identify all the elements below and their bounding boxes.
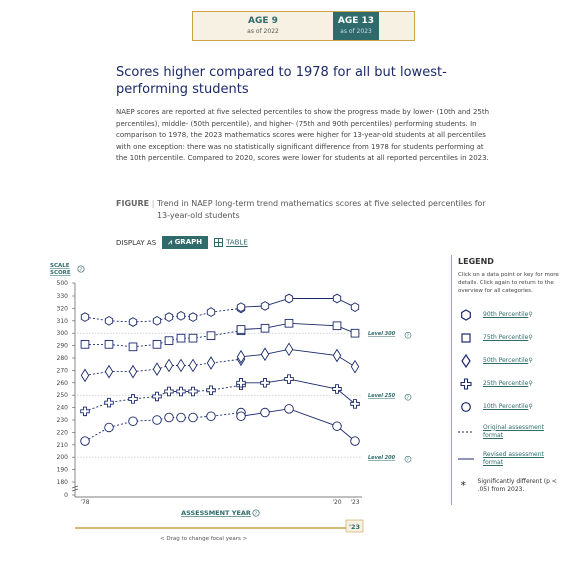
legend-label-75th: 75th Percentile [483, 333, 529, 341]
x-tick-label: '20 [332, 499, 342, 506]
help-icon-glyph: ? [406, 395, 409, 400]
y-axis-label: SCORE [50, 270, 71, 276]
graph-button-label: GRAPH [174, 238, 203, 246]
data-point-10th[interactable] [165, 413, 174, 422]
data-point-75th[interactable] [207, 332, 215, 340]
data-point-90th[interactable] [351, 303, 358, 312]
data-point-75th[interactable] [177, 334, 185, 342]
data-point-75th[interactable] [81, 340, 89, 348]
asterisk-icon: * [460, 479, 467, 492]
legend-label-significance: Significantly different (p < .05) from 2023. [477, 477, 557, 493]
y-tick-label: 500 [56, 280, 68, 287]
reference-line-label: Level 200 [368, 455, 396, 462]
summary-paragraph: NAEP scores are reported at five selected percentiles to show the progress made by lower- (10th and 25th percentiles), middle- (50th percentile), and higher- (75th and 90th percentiles) performing students. In comparison to 1978, the 2023 mathematics scores were higher for 13-year-old students at all percentiles with one exception: there was no statistically significant difference from 1978 for students performing at the 10th percentile. Compared to 2020, scores were lower for students at all reported percentiles in 2023. [116, 108, 490, 163]
data-point-75th[interactable] [261, 324, 269, 332]
data-point-75th[interactable] [351, 329, 359, 337]
y-tick-label: 240 [56, 404, 68, 412]
data-point-25th[interactable] [207, 386, 216, 395]
legend-item-revised[interactable] [458, 445, 562, 472]
data-point-90th[interactable] [261, 302, 268, 311]
page-heading: Scores higher compared to 1978 for all but lowest-performing students [116, 65, 447, 97]
legend-item-10th[interactable] [458, 395, 562, 418]
dashed-line-icon [458, 425, 474, 439]
diamond-icon [458, 354, 474, 368]
y-tick-label: 320 [56, 305, 68, 313]
tab-age-13-label: AGE 13 [337, 16, 375, 26]
data-point-10th[interactable] [333, 422, 342, 431]
data-point-50th[interactable] [207, 357, 214, 369]
legend-label-50th: 50th Percentile [483, 356, 529, 364]
data-point-75th[interactable] [153, 340, 161, 348]
legend [451, 255, 562, 505]
data-point-10th[interactable] [207, 412, 216, 421]
data-point-10th[interactable] [189, 413, 198, 422]
legend-item-50th[interactable] [458, 349, 562, 372]
drag-hint: < Drag to change focal years > [160, 536, 248, 542]
legend-label-90th: 90th Percentile [483, 310, 529, 318]
data-point-50th[interactable] [177, 359, 184, 371]
data-point-10th[interactable] [81, 437, 90, 446]
year-slider-label: '23 [348, 523, 361, 531]
data-point-25th[interactable] [261, 379, 270, 388]
legend-description: Click on a data point or key for more details. Click again to return to the overview for all categories. [458, 272, 559, 294]
y-tick-label: 290 [56, 342, 68, 350]
magnify-icon: ⚲ [528, 357, 533, 364]
data-point-75th[interactable] [165, 337, 173, 345]
data-point-10th[interactable] [285, 405, 294, 414]
plus-icon [458, 377, 474, 391]
data-point-10th[interactable] [261, 408, 270, 417]
reference-line-label: Level 250 [368, 393, 396, 400]
data-point-25th[interactable] [129, 395, 138, 404]
magnify-icon: ⚲ [528, 403, 533, 410]
data-point-10th[interactable] [237, 412, 246, 421]
data-point-75th[interactable] [105, 340, 113, 348]
data-point-50th[interactable] [165, 359, 172, 371]
data-point-10th[interactable] [351, 437, 360, 446]
data-point-10th[interactable] [105, 423, 114, 432]
y-tick-label: 250 [56, 392, 68, 400]
help-icon-glyph: ? [254, 512, 258, 517]
data-point-90th[interactable] [237, 303, 244, 312]
legend-item-significance [458, 472, 562, 499]
legend-item-original[interactable] [458, 418, 562, 445]
legend-item-25th[interactable] [458, 372, 562, 395]
data-point-90th[interactable] [129, 318, 136, 327]
tab-age-9-sub: as of 2022 [247, 28, 279, 35]
circle-icon [458, 400, 474, 414]
data-point-75th[interactable] [129, 343, 137, 351]
data-point-90th[interactable] [105, 317, 112, 326]
legend-label-revised: Revised assessment format [483, 450, 544, 466]
data-point-75th[interactable] [285, 319, 293, 327]
figure-caption-text: Trend in NAEP long-term trend mathematics scores at five selected percentiles for 13-year-old students [156, 199, 486, 220]
data-point-25th[interactable] [105, 398, 114, 407]
legend-item-75th[interactable] [458, 326, 562, 349]
table-link[interactable]: TABLE [226, 238, 248, 247]
y-tick-label: 200 [56, 454, 68, 462]
data-point-10th[interactable] [153, 416, 162, 425]
data-point-25th[interactable] [189, 387, 198, 396]
data-point-25th[interactable] [165, 387, 174, 396]
y-tick-label: 220 [56, 429, 68, 437]
solid-line-icon [458, 452, 474, 466]
data-point-50th[interactable] [153, 363, 160, 375]
data-point-75th[interactable] [237, 326, 245, 334]
tab-age-9-label: AGE 9 [248, 16, 278, 26]
legend-label-original: Original assessment format [483, 423, 544, 439]
y-tick-label: 190 [56, 466, 68, 474]
y-tick-label: 0 [64, 492, 68, 499]
data-point-25th[interactable] [177, 387, 186, 396]
y-tick-label: 330 [56, 293, 68, 300]
data-point-90th[interactable] [153, 317, 160, 326]
display-label: DISPLAY AS [116, 238, 157, 247]
tab-age-13-sub: as of 2023 [340, 28, 372, 35]
y-axis-label: SCALE [50, 263, 70, 269]
y-tick-label: 300 [56, 330, 68, 338]
help-icon-glyph: ? [406, 333, 409, 338]
y-tick-label: 270 [56, 367, 68, 375]
magnify-icon: ⚲ [528, 311, 533, 318]
reference-line-label: Level 300 [368, 331, 396, 338]
data-point-75th[interactable] [189, 334, 197, 342]
x-tick-label: '78 [80, 499, 90, 506]
square-icon [458, 331, 474, 345]
magnify-icon: ⚲ [528, 334, 533, 341]
data-point-50th[interactable] [81, 369, 88, 381]
y-tick-label: 280 [56, 355, 68, 362]
data-point-50th[interactable] [333, 350, 340, 362]
data-point-90th[interactable] [177, 312, 184, 321]
data-point-50th[interactable] [351, 361, 358, 373]
help-icon-glyph: ? [79, 268, 83, 273]
magnify-icon: ⚲ [528, 380, 533, 387]
data-point-50th[interactable] [189, 359, 196, 371]
figure-separator: | [151, 199, 155, 208]
graph-icon: ⩘ [168, 238, 175, 246]
y-tick-label: 230 [56, 417, 68, 424]
legend-title: LEGEND [458, 257, 494, 266]
x-tick-label: '23 [350, 499, 360, 506]
data-point-50th[interactable] [129, 366, 136, 378]
data-point-25th[interactable] [153, 392, 162, 401]
x-axis-label: ASSESSMENT YEAR [181, 509, 251, 517]
data-point-10th[interactable] [177, 413, 186, 422]
legend-item-90th[interactable] [458, 303, 562, 326]
hexagon-icon [458, 308, 474, 322]
data-point-50th[interactable] [261, 348, 268, 360]
figure-label: FIGURE [116, 199, 150, 208]
data-point-50th[interactable] [105, 366, 112, 378]
help-icon-glyph: ? [406, 457, 409, 462]
data-point-90th[interactable] [189, 313, 196, 322]
data-point-90th[interactable] [81, 313, 88, 322]
y-tick-label: 210 [56, 441, 68, 449]
data-point-90th[interactable] [285, 294, 292, 303]
y-tick-label: 310 [56, 317, 68, 325]
data-point-25th[interactable] [81, 407, 90, 416]
data-point-90th[interactable] [333, 294, 340, 303]
legend-label-25th: 25th Percentile [483, 379, 529, 387]
data-point-25th[interactable] [285, 375, 294, 384]
y-tick-label: 260 [56, 379, 68, 387]
data-point-90th[interactable] [207, 308, 214, 317]
data-point-10th[interactable] [129, 417, 138, 426]
data-point-75th[interactable] [333, 322, 341, 330]
y-tick-label: 180 [56, 479, 68, 486]
data-point-50th[interactable] [285, 343, 292, 355]
legend-label-10th: 10th Percentile [483, 402, 529, 410]
data-point-90th[interactable] [165, 313, 172, 322]
